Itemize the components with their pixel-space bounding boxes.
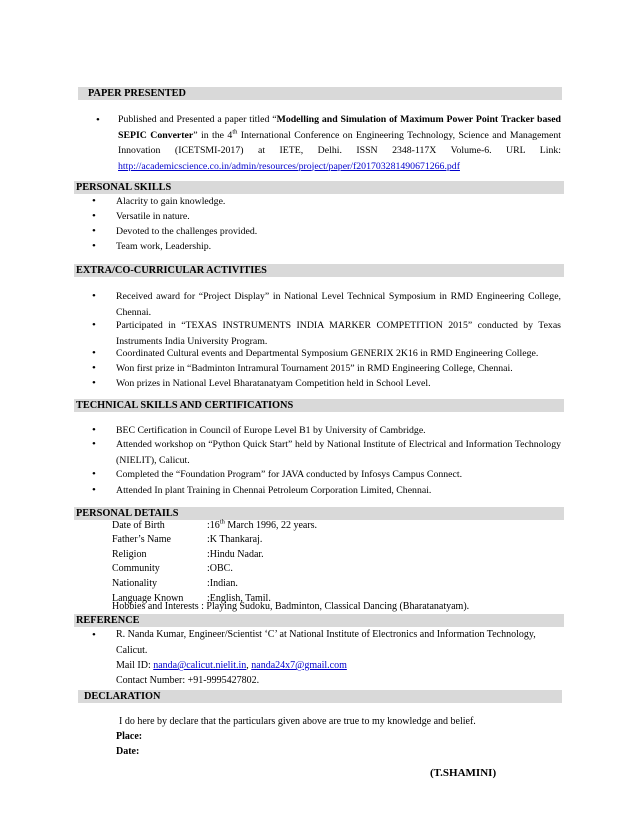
list-item: Won first prize in “Badminton Intramural Tournament 2015” in RMD Engineering College, Chennai. xyxy=(116,363,513,374)
paper-title: Modelling and Simulation of Maximum Power Point Tracker based SEPIC Converter xyxy=(118,114,561,141)
list-item: Attended In plant Training in Chennai Petroleum Corporation Limited, Chennai. xyxy=(116,485,432,496)
bullet-icon: • xyxy=(92,484,96,496)
list-item: Versatile in nature. xyxy=(116,211,190,222)
paper-entry: Published and Presented a paper titled “Modelling and Simulation of Maximum Power Point Tracker based SEPIC Converter” in the 4th International Conference on Engineering Technology, Science and Management Innovation (ICETSMI-2017) at IETE, Delhi. ISSN 2348-117X Volume-6. URL Link: http://academicscience.co.in/admin/resources/project/paper/f201703281490671266.pdf xyxy=(118,114,562,172)
reference-contact: Contact Number: +91-9995427802. xyxy=(116,675,260,686)
dob-label: Date of Birth xyxy=(112,520,165,531)
bullet-icon: • xyxy=(92,629,96,641)
list-item: Received award for “Project Display” in National Level Technical Symposium in RMD Engineering College, Chennai. xyxy=(116,291,561,318)
section-heading-reference: REFERENCE xyxy=(74,614,564,627)
bullet-icon: • xyxy=(92,438,96,450)
list-item: Devoted to the challenges provided. xyxy=(116,226,258,237)
section-heading-personal-details: PERSONAL DETAILS xyxy=(74,507,564,520)
mail-link-1[interactable]: nanda@calicut.nielit.in xyxy=(153,660,247,671)
detail-value: :OBC. xyxy=(207,563,233,575)
bullet-icon: • xyxy=(92,240,96,252)
bullet-icon: • xyxy=(92,424,96,436)
reference-line-1: R. Nanda Kumar, Engineer/Scientist ‘C’ at National Institute of Electronics and Information Technology, xyxy=(116,629,536,640)
bullet-icon: • xyxy=(92,468,96,480)
list-item: BEC Certification in Council of Europe Level B1 by University of Cambridge. xyxy=(116,425,426,436)
detail-value: :Indian. xyxy=(207,578,238,590)
list-item: Won prizes in National Level Bharatanatyam Competition held in School Level. xyxy=(116,378,431,389)
detail-value: :K Thankaraj. xyxy=(207,534,263,545)
bullet-icon: • xyxy=(92,210,96,222)
date-label: Date: xyxy=(116,746,140,757)
reference-line-2: Calicut. xyxy=(116,645,148,656)
detail-label: Religion xyxy=(112,548,147,560)
list-item: Team work, Leadership. xyxy=(116,241,212,252)
list-item: Coordinated Cultural events and Departmental Symposium GENERIX 2K16 in RMD Engineering College. xyxy=(116,348,539,359)
detail-label: Nationality xyxy=(112,578,157,590)
signature-name: (T.SHAMINI) xyxy=(430,767,497,779)
bullet-icon: • xyxy=(92,377,96,389)
declaration-text: I do here by declare that the particulars given above are true to my knowledge and belief. xyxy=(119,716,476,727)
list-item: Attended workshop on “Python Quick Start” held by National Institute of Electrical and Information Technology (NIELIT), Calicut. xyxy=(116,439,561,466)
bullet-icon: • xyxy=(92,195,96,207)
list-item: Participated in “TEXAS INSTRUMENTS INDIA MARKER COMPETITION 2015” conducted by Texas Instruments India University Program. xyxy=(116,320,561,347)
mail-link-2[interactable]: nanda24x7@gmail.com xyxy=(251,660,347,671)
detail-value: :English, Tamil. xyxy=(207,592,271,604)
detail-label: Community xyxy=(112,563,160,575)
list-item: Alacrity to gain knowledge. xyxy=(116,196,226,207)
detail-label: Father’s Name xyxy=(112,534,171,545)
hobbies-row: Hobbies and Interests : Playing Sudoku, Badminton, Classical Dancing (Bharatanatyam). xyxy=(112,601,470,612)
detail-value: :Hindu Nadar. xyxy=(207,548,264,560)
bullet-icon: • xyxy=(92,347,96,359)
bullet-icon: • xyxy=(92,290,96,302)
section-heading-extra-curricular: EXTRA/CO-CURRICULAR ACTIVITIES xyxy=(74,264,564,277)
dob-value: :16th March 1996, 22 years. xyxy=(207,518,318,531)
reference-mail: Mail ID: nanda@calicut.nielit.in, nanda24x7@gmail.com xyxy=(116,660,347,671)
bullet-icon: • xyxy=(92,319,96,331)
section-heading-technical: TECHNICAL SKILLS AND CERTIFICATIONS xyxy=(74,399,564,412)
bullet-icon: • xyxy=(92,362,96,374)
detail-label: Language Known xyxy=(112,592,184,604)
paper-url-link[interactable]: http://academicscience.co.in/admin/resources/project/paper/f201703281490671266.pdf xyxy=(118,160,460,172)
section-heading-declaration: DECLARATION xyxy=(78,690,562,703)
section-heading-paper: PAPER PRESENTED xyxy=(78,87,562,100)
bullet-icon: • xyxy=(96,114,100,126)
list-item: Completed the “Foundation Program” for JAVA conducted by Infosys Campus Connect. xyxy=(116,469,463,480)
section-heading-personal-skills: PERSONAL SKILLS xyxy=(74,181,564,194)
bullet-icon: • xyxy=(92,225,96,237)
place-label: Place: xyxy=(116,731,143,742)
